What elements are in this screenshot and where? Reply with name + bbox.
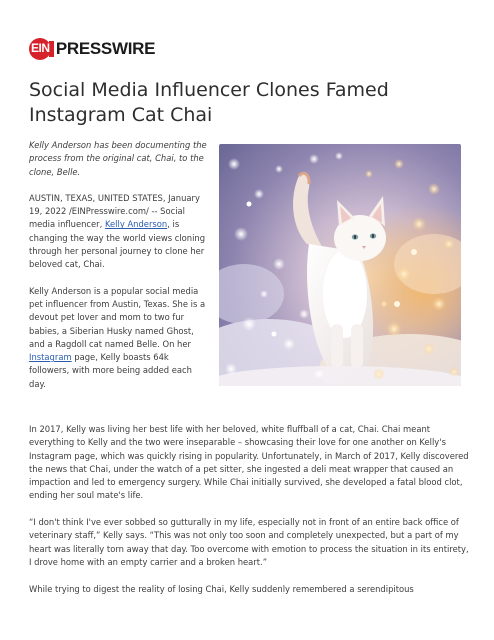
logo-prefix: EIN <box>31 41 50 55</box>
kelly-anderson-link[interactable]: Kelly Anderson <box>104 219 168 230</box>
paragraph-text: AUSTIN, TEXAS, UNITED STATES, January 19, 2022 /EINPresswire.com/ -- Social media influencer, <box>29 192 200 230</box>
einpresswire-logo[interactable] <box>29 38 155 60</box>
cat-photo <box>219 144 461 386</box>
article-paragraph-3: In 2017, Kelly was living her best life with her beloved, white fluffball of a cat, Chai. Chai meant everything to Kelly and the two were inseparable – showcasing their love for one another on Kelly's Instagram page, which was quickly rising in popularity. Unfortunately, in March of 2017, Kelly discovered the news that Chai, under the watch of a pet sitter, she ingested a deli meat wrapper that caused an impaction and led to emergency surgery. While Chai initially survived, she developed a fatal blood clot, ending her soul mate's life. <box>29 424 469 501</box>
article-summary: Kelly Anderson has been documenting the process from the original cat, Chai, to the clone, Belle. <box>29 140 207 177</box>
article-paragraph-4: “I don't think I've ever sobbed so gutturally in my life, especially not in front of an entire back office of veterinary staff,” Kelly says. “This was not only too soon and completely unexpected, but a part of my heart was literally torn away that day. Too overcome with emotion to process the situation in its entirety, I drove home with an empty carrier and a broken heart.” <box>29 517 469 568</box>
logo-name: PRESSWIRE <box>55 39 156 58</box>
article-body <box>29 423 469 609</box>
paragraph-text: , is changing the way the world views cloning through her personal journey to clone her beloved cat, Chai. <box>29 219 206 270</box>
article-left-column <box>29 139 211 404</box>
paragraph-text: page, Kelly boasts 64k followers, with more being added each day. <box>29 352 192 389</box>
article-paragraph-5: While trying to digest the reality of losing Chai, Kelly suddenly remembered a serendipitous <box>29 583 414 594</box>
article-paragraph-2 <box>29 285 211 391</box>
instagram-link[interactable]: Instagram <box>29 352 72 363</box>
article-title: Social Media Influencer Clones Famed Instagram Cat Chai <box>29 79 389 126</box>
paragraph-text: Kelly Anderson is a popular social media pet influencer from Austin, Texas. She is a devout pet lover and mom to two fur babies, a Siberian Husky named Ghost, and a Ragdoll cat named Belle. On her <box>29 285 206 349</box>
article-paragraph-1 <box>29 192 211 272</box>
